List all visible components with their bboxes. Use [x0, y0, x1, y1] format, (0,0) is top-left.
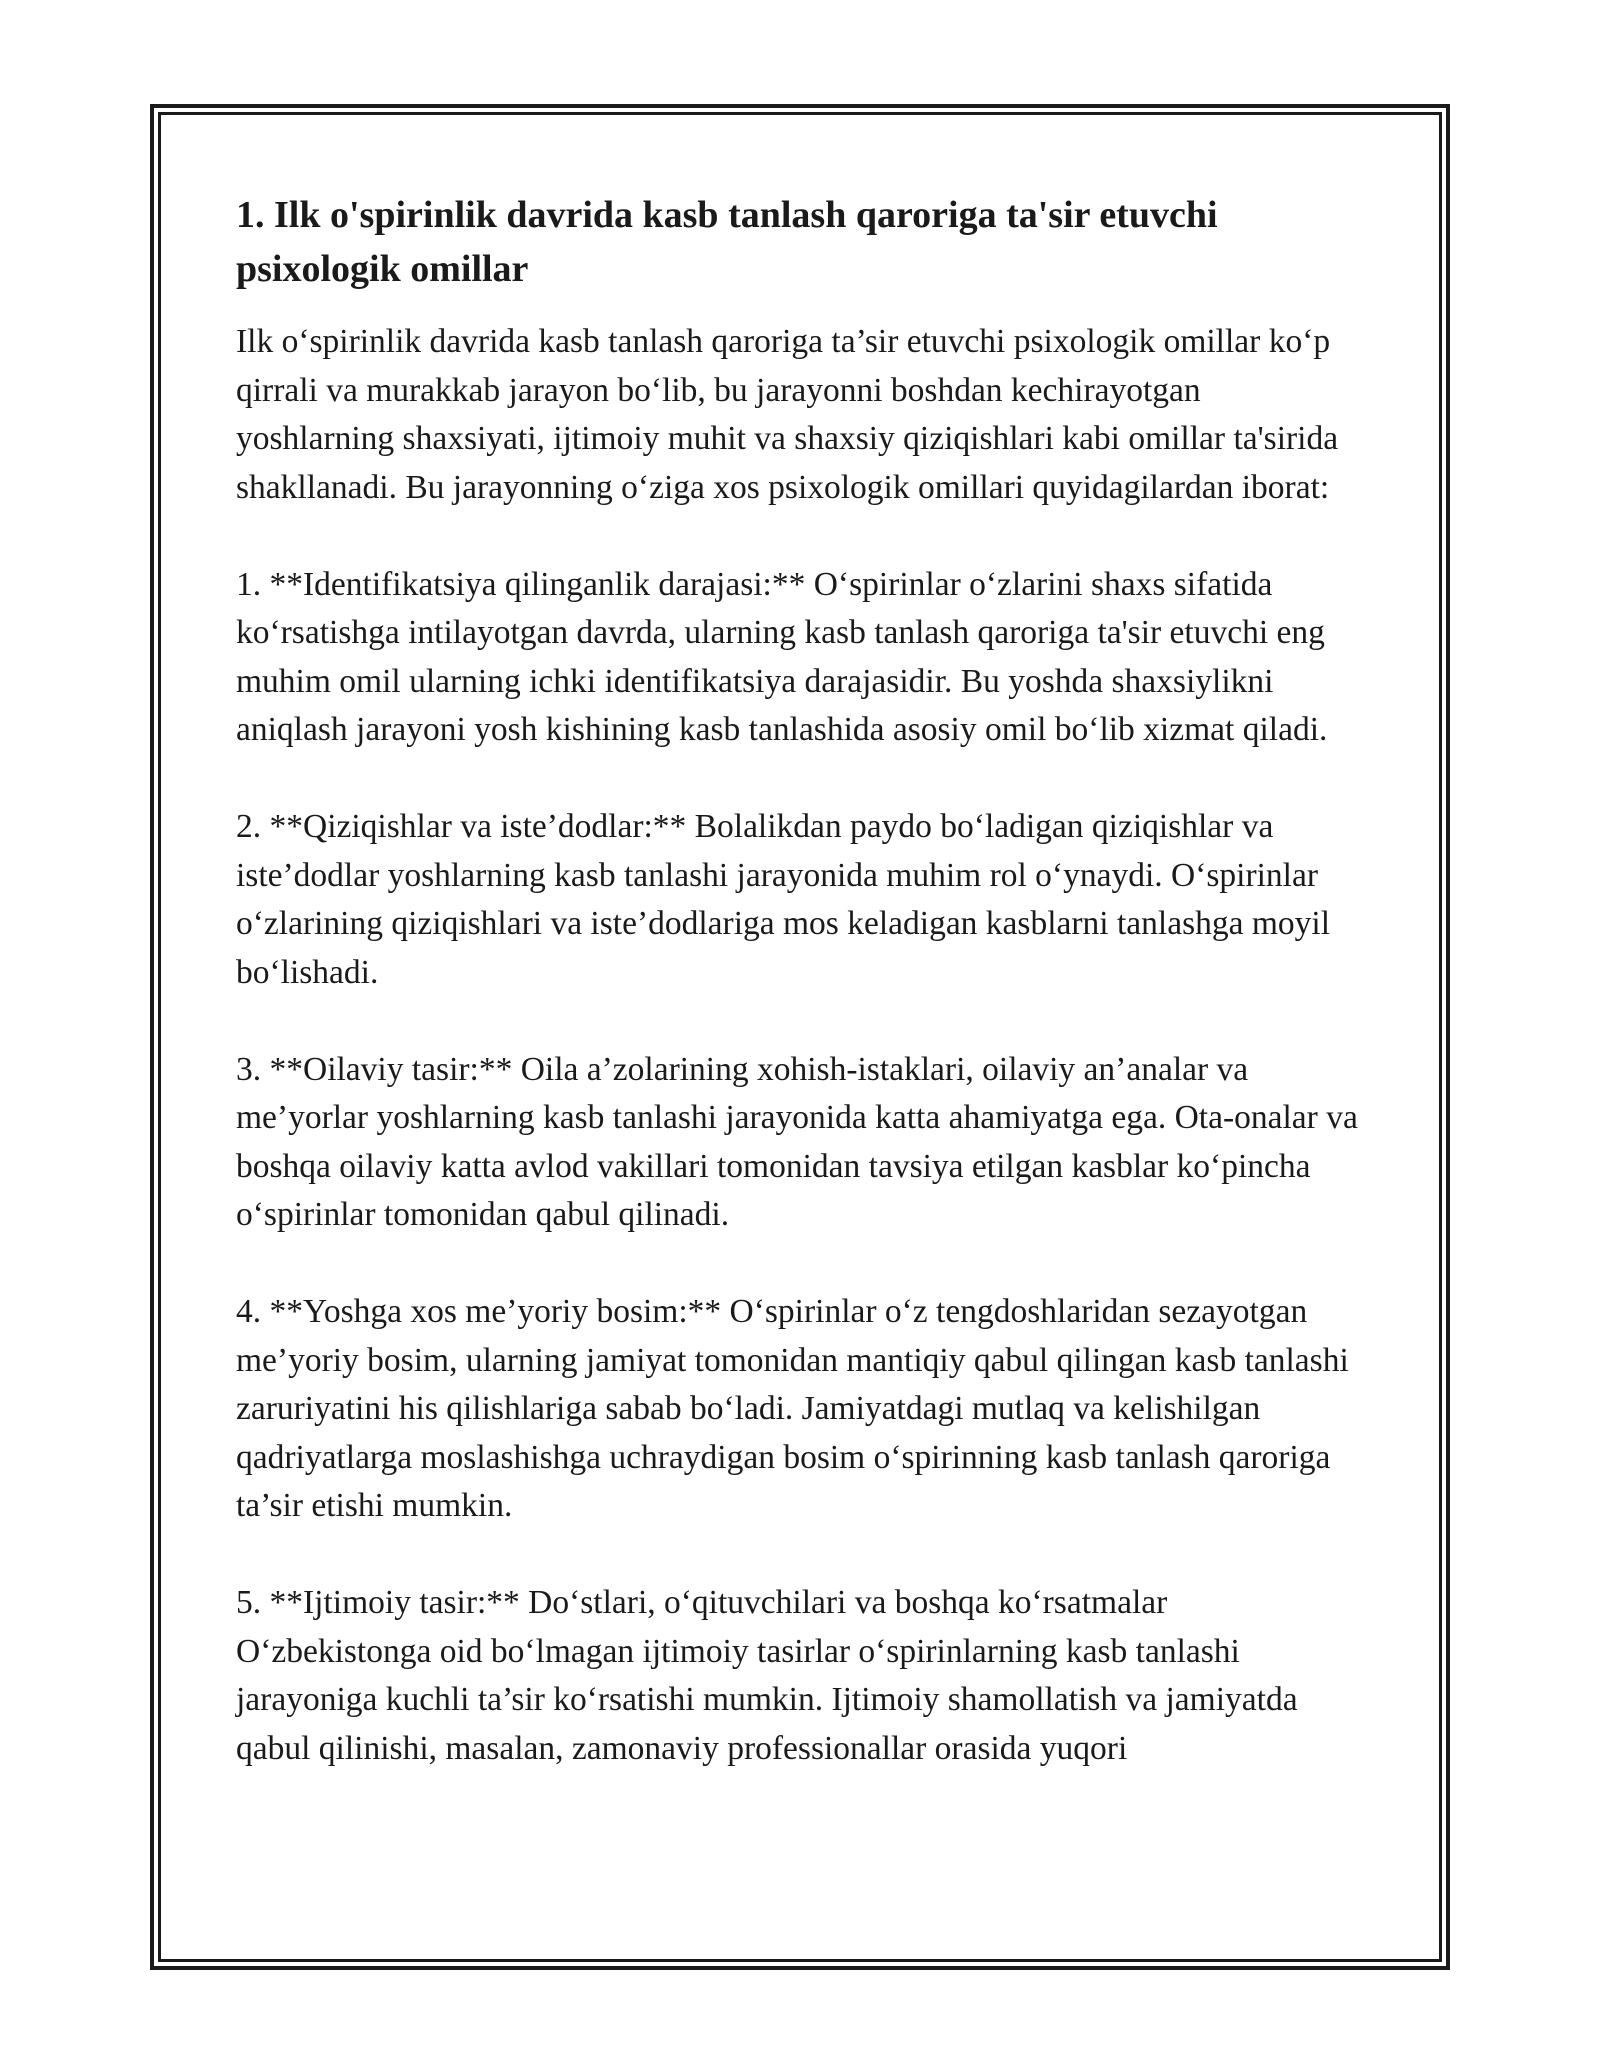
paragraph-interests: 2. **Qiziqishlar va iste’dodlar:** Bolalikdan paydo bo‘ladigan qiziqishlar va iste’dodlar yoshlarning kasb tanlashi jarayonida muhim rol o‘ynaydi. O‘spirinlar o‘zlarining qiziqishlari va iste’dodlariga mos keladigan kasblarni tanlashga moyil bo‘lishadi. — [236, 808, 1331, 991]
section-heading: 1. Ilk o'spirinlik davrida kasb tanlash qaroriga ta'sir etuvchi psixologik omillar — [236, 194, 1218, 290]
document-body — [236, 188, 1366, 1822]
paragraph-peer-pressure: 4. **Yoshga xos me’yoriy bosim:** O‘spirinlar o‘z tengdoshlaridan sezayotgan me’yoriy bosim, ularning jamiyat tomonidan mantiqiy qabul qilingan kasb tanlashi zaruriyatini his qilishlariga sabab bo‘ladi. Jamiyatdagi mutlaq va kelishilgan qadriyatlarga moslashishga uchraydigan bosim o‘spirinning kasb tanlash qaroriga ta’sir etishi mumkin. — [236, 1293, 1349, 1524]
paragraph-social: 5. **Ijtimoiy tasir:** Do‘stlari, o‘qituvchilari va boshqa ko‘rsatmalar O‘zbekistonga oid bo‘lmagan ijtimoiy tasirlar o‘spirinlarning kasb tanlashi jarayoniga kuchli ta’sir ko‘rsatishi mumkin. Ijtimoiy shamollatish va jamiyatda qabul qilinishi, masalan, zamonaviy professionallar orasida yuqori — [236, 1584, 1298, 1767]
intro-paragraph: Ilk o‘spirinlik davrida kasb tanlash qaroriga ta’sir etuvchi psixologik omillar ko‘p qirrali va murakkab jarayon bo‘lib, bu jarayonni boshdan kechirayotgan yoshlarning shaxsiyati, ijtimoiy muhit va shaxsiy qiziqishlari kabi omillar ta'sirida shakllanadi. Bu jarayonning o‘ziga xos psixologik omillari quyidagilardan iborat: — [236, 323, 1339, 506]
paragraph-identification: 1. **Identifikatsiya qilinganlik darajasi:** O‘spirinlar o‘zlarini shaxs sifatida ko‘rsatishga intilayotgan davrda, ularning kasb tanlash qaroriga ta'sir etuvchi eng muhim omil ularning ichki identifikatsiya darajasidir. Bu yoshda shaxsiylikni aniqlash jarayoni yosh kishining kasb tanlashida asosiy omil bo‘lib xizmat qiladi. — [236, 565, 1328, 748]
paragraph-family: 3. **Oilaviy tasir:** Oila a’zolarining xohish-istaklari, oilaviy an’analar va me’yorlar yoshlarning kasb tanlashi jarayonida katta ahamiyatga ega. Ota-onalar va boshqa oilaviy katta avlod vakillari tomonidan tavsiya etilgan kasblar ko‘pincha o‘spirinlar tomonidan qabul qilinadi. — [236, 1050, 1358, 1233]
